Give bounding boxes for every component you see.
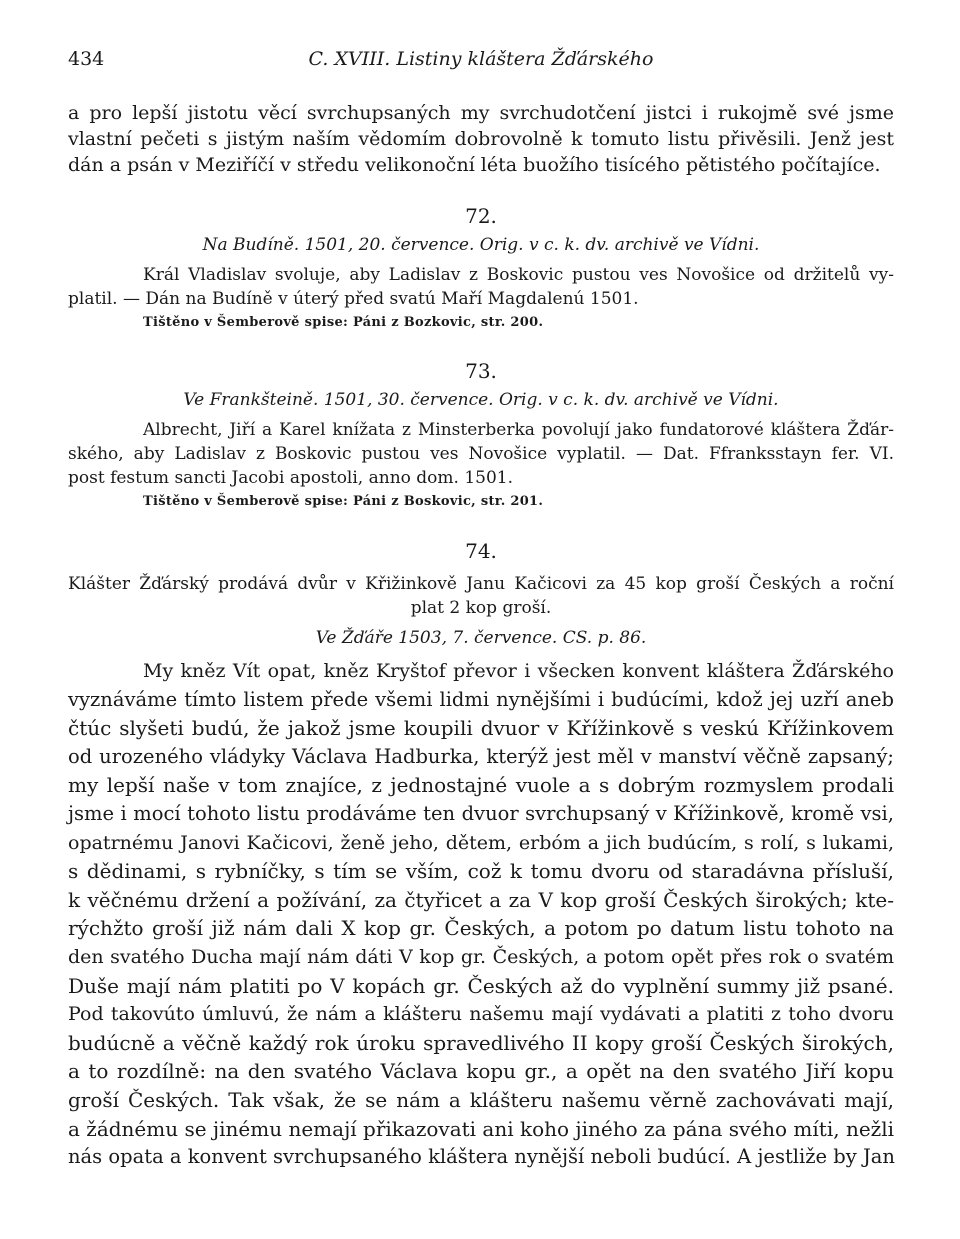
- text-line: nás opata a konvent svrchupsaného kláštera nynější neboli budúcí. A jestliže by Jan: [68, 1145, 895, 1169]
- text-line: od urozeného vládyky Václava Hadburka, kterýž jest měl v manství věčně zapsaný;: [68, 744, 894, 768]
- summary-line: platil. — Dán na Budíně v úterý před svatú Maří Magdalenú 1501.: [68, 289, 639, 309]
- source-note: Na Budíně. 1501, 20. července. Orig. v c. k. dv. archivě ve Vídni.: [202, 235, 760, 255]
- text-line: jsme i mocí tohoto listu prodáváme ten dvuor svrchupsaný v Křížinkově, kromě vsi,: [68, 801, 894, 825]
- print-note: Tištěno v Šemberově spise: Páni z Boskovic, str. 201.: [143, 494, 544, 509]
- text-line: čtúc slyšeti budú, že jakož jsme koupili dvuor v Křížinkově s veskú Křížinkovem: [68, 716, 894, 741]
- title-line: Klášter Žďárský prodává dvůr v Křižinkově Janu Kačicovi za 45 kop groší Českých a roční: [68, 574, 894, 594]
- running-title: C. XVIII. Listiny kláštera Žďárského: [308, 48, 654, 70]
- text-line: rýchžto groší již nám dali X kop gr. Českých, a potom po datum listu tohoto na: [68, 916, 894, 941]
- text-line: a to rozdílně: na den svatého Václava kopu gr., a opět na den svatého Jiří kopu: [68, 1059, 894, 1084]
- summary-line: Král Vladislav svoluje, aby Ladislav z Boskovic pustou ves Novošice od držitelů vy-: [143, 265, 894, 285]
- text-line: my lepší naše v tom znajíce, z jednostajné vuole a s dobrým rozmyslem prodali: [68, 773, 894, 798]
- source-note: Ve Frankšteině. 1501, 30. července. Orig. v c. k. dv. archivě ve Vídni.: [183, 390, 779, 410]
- summary-line: post festum sancti Jacobi apostoli, anno dom. 1501.: [68, 468, 513, 488]
- title-line: plat 2 kop groší.: [410, 598, 552, 618]
- print-note: Tištěno v Šemberově spise: Páni z Bozkovic, str. 200.: [143, 315, 544, 330]
- text-line: budúcně a věčně každý rok úroku spravedlivého II kopy groší Českých širokých,: [68, 1030, 894, 1055]
- charter-text: [68, 657, 894, 1172]
- text-line: My kněz Vít opat, kněz Kryštof převor i všecken konvent kláštera Žďárského: [143, 660, 894, 682]
- text-line: s dědinami, s rybníčky, s tím se vším, což k tomu dvoru od staradávna přísluší,: [68, 859, 894, 884]
- text-line: groší Českých. Tak však, že se nám a klášteru našemu věrně zachovávati mají,: [68, 1087, 894, 1112]
- page-number: 434: [68, 48, 105, 70]
- document-number: 73.: [465, 359, 497, 383]
- text-line: Pod takovúto úmluvú, že nám a klášteru našemu mají vydávati a platiti z toho dvoru: [68, 1003, 894, 1026]
- text-line: vlastní pečeti s jistým naším vědomím dobrovolně k tomuto listu přivěsili. Jenž jest: [68, 128, 894, 150]
- document-74: [68, 538, 894, 650]
- source-note: Ve Žďáře 1503, 7. července. CS. p. 86.: [315, 628, 647, 648]
- intro-paragraph: [68, 100, 894, 178]
- document-number: 72.: [465, 204, 497, 228]
- summary-line: ského, aby Ladislav z Boskovic pustou ves Novošice vyplatil. — Dat. Ffranksstayn fer. VI.: [68, 444, 894, 464]
- text-line: opatrnému Janovi Kačicovi, ženě jeho, dětem, erbóm a jich budúcím, s rolí, s lukami,: [68, 831, 894, 854]
- running-head: [68, 48, 894, 74]
- summary-line: Albrecht, Jiří a Karel knížata z Minsterberka povolují jako fundatorové kláštera Žďár-: [143, 420, 894, 440]
- text-line: dán a psán v Meziříčí v středu velikonoční léta buožího tisícého pětistého počítajíce.: [68, 154, 881, 176]
- document-72: [68, 203, 894, 333]
- text-line: den svatého Ducha mají nám dáti V kop gr. Českých, a potom opět přes rok o svatém: [68, 945, 894, 968]
- text-line: a žádnému se jinému nemají přikazovati ani koho jiného za pána svého míti, nežli: [68, 1116, 894, 1141]
- document-number: 74.: [465, 539, 497, 563]
- text-line: vyznáváme tímto listem přede všemi lidmi nynějšími i budúcími, kdož jej uzří aneb: [68, 687, 894, 711]
- text-line: Duše mají nám platiti po V kopách gr. Českých až do vyplnění summy již psané.: [68, 973, 894, 998]
- text-line: a pro lepší jistotu věcí svrchupsaných my svrchudotčení jistci i rukojmě své jsme: [68, 102, 894, 124]
- text-line: k věčnému držení a požívání, za čtyřicet a za V kop groší Českých širokých; kte-: [68, 887, 894, 912]
- document-73: [68, 358, 894, 512]
